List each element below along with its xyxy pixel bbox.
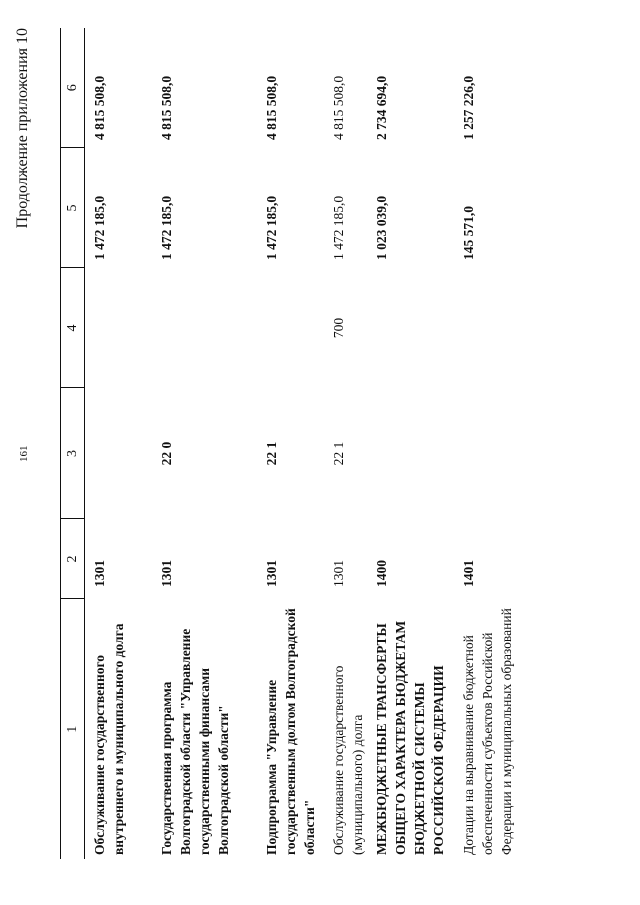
amount-col6: 1 257 226,0 (461, 75, 476, 140)
expense-type (454, 268, 539, 388)
expense-type (152, 268, 257, 388)
amount-col6: 4 815 508,0 (159, 75, 174, 140)
amount-col6: 2 734 694,0 (374, 75, 389, 140)
amount-col5: 1 023 039,0 (374, 195, 389, 260)
table-row (454, 28, 539, 859)
table-row (85, 28, 153, 859)
program-code (454, 388, 539, 519)
program-code: 22 1 (331, 441, 346, 466)
amount-col5: 145 571,0 (461, 206, 476, 260)
section-code: 1301 (92, 560, 107, 587)
amount-col5: 1 472 185,0 (92, 195, 107, 260)
amount-col5: 1 472 185,0 (331, 195, 346, 260)
row-name: Обслуживание государственного внутреннего и муниципального долга (92, 623, 126, 855)
program-code (367, 388, 454, 519)
section-code: 1301 (159, 560, 174, 587)
column-number-row (61, 28, 85, 859)
row-name: Обслуживание государственного (муниципального) долга (331, 665, 365, 855)
amount-col6: 4 815 508,0 (92, 75, 107, 140)
row-name: МЕЖБЮДЖЕТНЫЕ ТРАНСФЕРТЫ ОБЩЕГО ХАРАКТЕРА БЮДЖЕТАМ БЮДЖЕТНОЙ СИСТЕМЫ РОССИЙСКОЙ ФЕДЕРАЦИИ (374, 620, 446, 855)
amount-col5: 1 472 185,0 (159, 195, 174, 260)
amount-col6: 4 815 508,0 (264, 75, 279, 140)
program-code: 22 1 (264, 441, 279, 466)
column-header-2: 2 (61, 519, 85, 599)
column-header-3: 3 (61, 388, 85, 519)
section-code: 1301 (331, 560, 346, 587)
column-header-5: 5 (61, 148, 85, 268)
section-code: 1400 (374, 560, 389, 587)
column-header-1: 1 (61, 599, 85, 859)
row-name: Дотации на выравнивание бюджетной обеспеченности субъектов Российской Федерации и муниципальных образований (461, 608, 514, 855)
program-code: 22 0 (159, 441, 174, 466)
expense-type (257, 268, 324, 388)
expense-type: 700 (331, 317, 346, 339)
section-code: 1401 (461, 560, 476, 587)
column-header-4: 4 (61, 268, 85, 388)
row-name: Подпрограмма "Управление государственным долгом Волгоградской области" (264, 608, 317, 855)
column-header-6: 6 (61, 28, 85, 148)
section-code: 1301 (264, 560, 279, 587)
page-number: 161 (18, 445, 30, 462)
amount-col6: 4 815 508,0 (331, 75, 346, 140)
expense-type (85, 268, 153, 388)
running-title: Продолжение приложения 10 (14, 28, 31, 229)
table-row (367, 28, 454, 859)
row-name: Государственная программа Волгоградской области "Управление государственными финансами Волгоградской области" (159, 628, 231, 855)
budget-table (60, 28, 539, 859)
expense-type (367, 268, 454, 388)
table-row (257, 28, 324, 859)
table-row (324, 28, 367, 859)
program-code (85, 388, 153, 519)
amount-col5: 1 472 185,0 (264, 195, 279, 260)
table-row (152, 28, 257, 859)
